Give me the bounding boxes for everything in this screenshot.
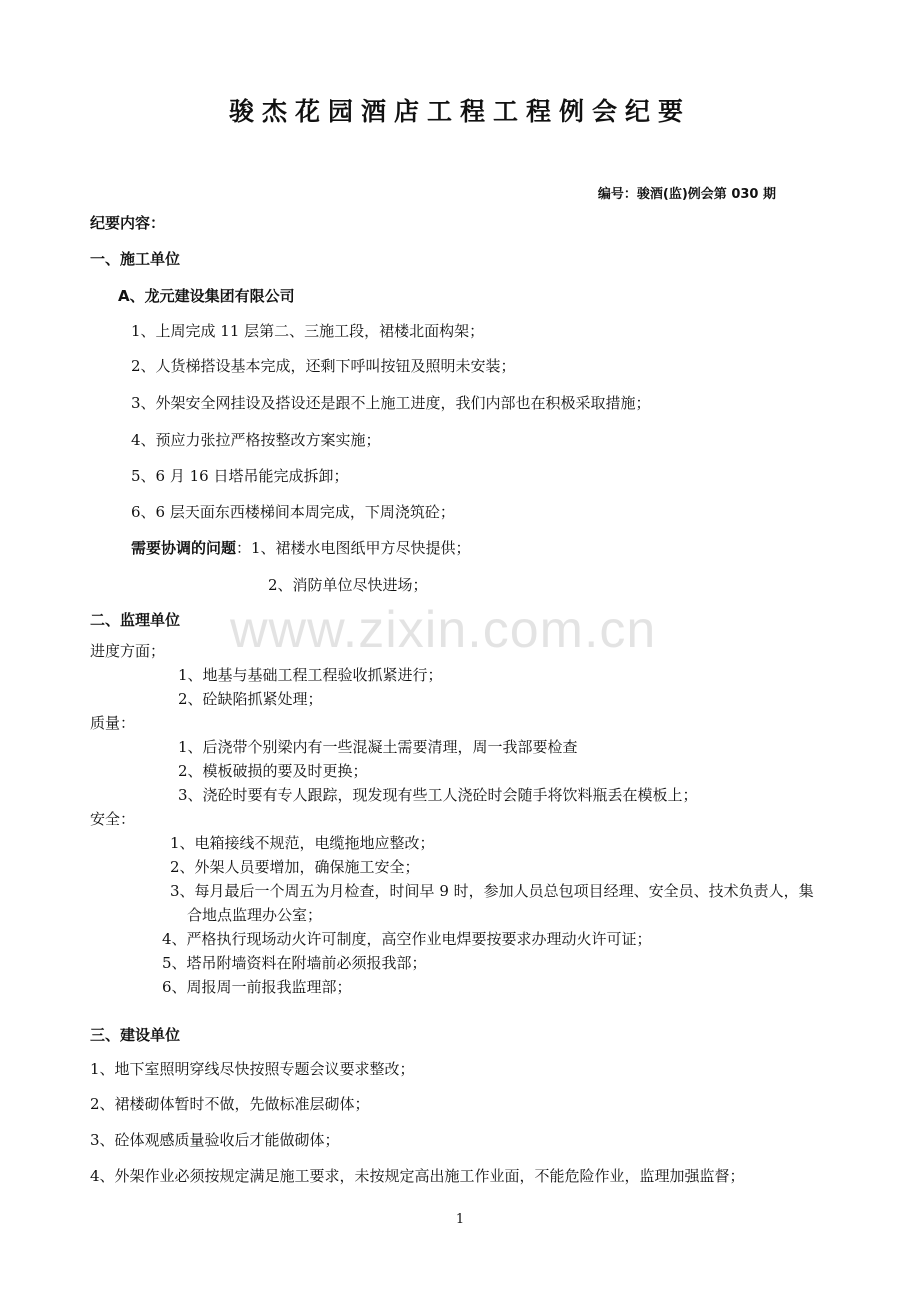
list-item: 2、人货梯搭设基本完成，还剩下呼叫按钮及照明未安装； bbox=[131, 357, 516, 375]
section-heading-owner: 三、建设单位 bbox=[90, 1026, 181, 1044]
list-item: 3、每月最后一个周五为月检查，时间早 9 时，参加人员总包项目经理、安全员、技术负责人，集 bbox=[170, 882, 814, 900]
list-item: 3、浇砼时要有专人跟踪，现发现有些工人浇砼时会随手将饮料瓶丢在模板上； bbox=[178, 786, 698, 804]
page-number: 1 bbox=[455, 1212, 465, 1227]
list-item: 4、预应力张拉严格按整改方案实施； bbox=[131, 431, 381, 449]
list-item: 1、上周完成 11 层第二、三施工段，裙楼北面构架； bbox=[131, 322, 485, 340]
section-heading-supervisor: 二、监理单位 bbox=[90, 611, 181, 629]
quality-label: 质量： bbox=[90, 714, 136, 732]
summary-label: 纪要内容： bbox=[90, 214, 166, 232]
list-item: 1、地下室照明穿线尽快按照专题会议要求整改； bbox=[90, 1060, 415, 1078]
coordination-issues bbox=[131, 537, 471, 558]
list-item: 5、塔吊附墙资料在附墙前必须报我部； bbox=[162, 954, 427, 972]
coordination-issue-2: 2、消防单位尽快进场； bbox=[268, 576, 428, 594]
section-heading-contractor: 一、施工单位 bbox=[90, 250, 181, 268]
document-number: 编号：骏酒(监)例会第 030 期 bbox=[597, 187, 776, 202]
list-item: 1、电箱接线不规范，电缆拖地应整改； bbox=[170, 834, 435, 852]
list-item: 1、地基与基础工程工程验收抓紧进行； bbox=[178, 666, 443, 684]
list-item: 2、裙楼砌体暂时不做，先做标准层砌体； bbox=[90, 1095, 370, 1113]
list-item: 6、6 层天面东西楼梯间本周完成，下周浇筑砼； bbox=[131, 503, 455, 521]
progress-label: 进度方面； bbox=[90, 642, 166, 660]
list-item: 2、模板破损的要及时更换； bbox=[178, 762, 368, 780]
safety-label: 安全： bbox=[90, 810, 136, 828]
document-title: 骏杰花园酒店工程工程例会纪要 bbox=[228, 97, 691, 126]
list-item: 4、严格执行现场动火许可制度，高空作业电焊要按要求办理动火许可证； bbox=[162, 930, 652, 948]
coordination-issue-1: ：1、裙楼水电图纸甲方尽快提供； bbox=[236, 539, 471, 557]
list-item: 3、砼体观感质量验收后才能做砌体； bbox=[90, 1131, 340, 1149]
list-item: 4、外架作业必须按规定满足施工要求，未按规定高出施工作业面，不能危险作业，监理加强监督； bbox=[90, 1167, 745, 1185]
coordination-issues-label: 需要协调的问题 bbox=[131, 539, 237, 557]
list-item: 5、6 月 16 日塔吊能完成拆卸； bbox=[131, 467, 349, 485]
contractor-company-name: A、龙元建设集团有限公司 bbox=[118, 287, 295, 305]
list-item: 3、外架安全网挂设及搭设还是跟不上施工进度，我们内部也在积极采取措施； bbox=[131, 394, 651, 412]
list-item: 2、砼缺陷抓紧处理； bbox=[178, 690, 323, 708]
list-item: 1、后浇带个别梁内有一些混凝土需要清理，周一我部要检查 bbox=[178, 738, 578, 756]
list-item-continuation: 合地点监理办公室； bbox=[187, 906, 323, 924]
watermark: www.zixin.com.cn bbox=[230, 601, 657, 659]
list-item: 2、外架人员要增加，确保施工安全； bbox=[170, 858, 420, 876]
list-item: 6、周报周一前报我监理部； bbox=[162, 978, 352, 996]
